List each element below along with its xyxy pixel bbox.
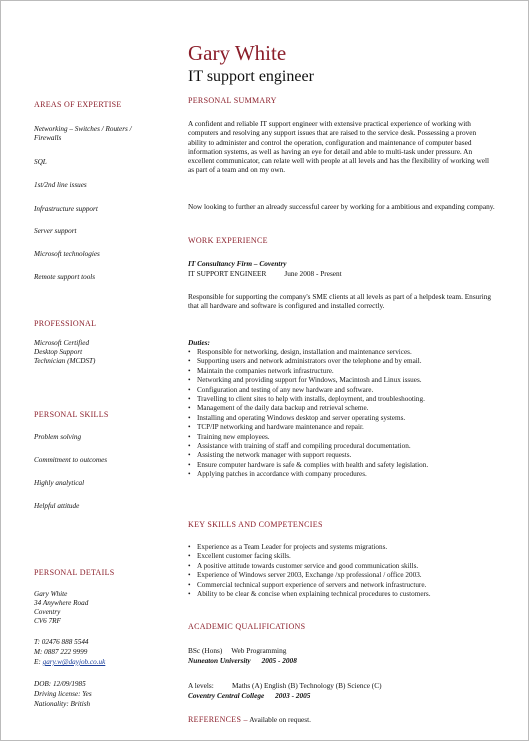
degree-line: BSc (Hons) Web Programming (188, 646, 287, 655)
professional-line: Technician (MCDST) (34, 357, 96, 365)
expertise-item-clipped: 1st/2nd line issues (34, 181, 87, 187)
key-skills-heading: KEY SKILLS AND COMPETENCIES (188, 520, 323, 529)
list-item: • Responsible for networking, design, installation and maintenance services. (188, 348, 508, 357)
skill-item: Helpful attitude (34, 502, 80, 510)
duties-list (188, 348, 508, 480)
expertise-item: Networking – Switches / Routers / Firewalls (34, 125, 132, 143)
phone-telephone: T: 02476 888 5544 (34, 638, 89, 646)
list-item: • Experience of Windows server 2003, Exchange /xp professional / office 2003. (188, 571, 508, 580)
skill-item: Problem solving (34, 433, 82, 441)
expertise-heading: AREAS OF EXPERTISE (34, 100, 122, 109)
summary-paragraph: Now looking to further an already successful career by working for a ambitious and expanding company. (188, 202, 495, 211)
role-line (188, 269, 508, 278)
list-item: • Experience as a Team Leader for projects and systems migrations. (188, 543, 508, 552)
references-text: Available on request. (247, 715, 311, 724)
education-heading: ACADEMIC QUALIFICATIONS (188, 622, 306, 631)
expertise-item: Microsoft technologies (34, 250, 100, 258)
nationality: Nationality: British (34, 700, 91, 708)
expertise-item: Remote support tools (34, 273, 96, 281)
list-item: • Travelling to client sites to help with installs, deployment, and troubleshooting. (188, 395, 508, 404)
professional-line: Microsoft Certified (34, 339, 90, 347)
email-label: E: (34, 658, 43, 666)
expertise-item: Server support (34, 227, 77, 235)
list-item: • Commercial technical support experience of servers and network infrastructure. (188, 581, 508, 590)
role-description: Responsible for supporting the company's SME clients at all levels as part of a helpdesk team. Ensuring that all hardware and software is configured and installed correctly. (188, 292, 492, 311)
email-row (34, 658, 174, 667)
phone-mobile: M: 0887 222 9999 (34, 648, 88, 656)
list-item: • Supporting users and network administrators over the telephone and by email. (188, 357, 508, 366)
list-item: • Installing and operating Windows desktop and server operating systems. (188, 414, 508, 423)
date-of-birth: DOB: 12/09/1985 (34, 680, 86, 688)
professional-heading: PROFESSIONAL (34, 319, 97, 328)
list-item: • Configuration and testing of any new hardware and software. (188, 386, 508, 395)
experience-heading: WORK EXPERIENCE (188, 236, 268, 245)
skills-heading: PERSONAL SKILLS (34, 410, 109, 419)
skill-item: Highly analytical (34, 479, 85, 487)
company-name: IT Consultancy Firm – Coventry (188, 259, 287, 268)
address-line: 34 Anywhere Road (34, 599, 89, 607)
summary-paragraph: A confident and reliable IT support engineer with extensive practical experience of working with computers and resolving any support issues that are raised to the service desk. Possessing a proven ability to administer and control the operation, configuration and maintenance of computer based information systems, as well as having an eye for detail and able to multi-task under pressure. An excellent communicator, can relate well with people at all levels and has the flexibility of working well as part of a team and on my own. (188, 119, 490, 175)
university-line: Nuneaton University 2005 - 2008 (188, 656, 297, 665)
address-line: CV6 7RF (34, 617, 61, 625)
expertise-item: Infrastructure support (34, 205, 98, 213)
job-title: IT support engineer (188, 68, 314, 85)
list-item: • Ensure computer hardware is safe & complies with health and safety legislation. (188, 461, 508, 470)
list-item: • Excellent customer facing skills. (188, 552, 508, 561)
role-title: IT SUPPORT ENGINEER (188, 269, 267, 278)
address-line: Gary White (34, 590, 68, 598)
address-line: Coventry (34, 608, 61, 616)
references-line (188, 715, 496, 724)
list-item: • Training new employees. (188, 433, 508, 442)
list-item: • Applying patches in accordance with company procedures. (188, 470, 508, 479)
role-dates: June 2008 - Present (284, 269, 342, 278)
key-skills-list (188, 543, 508, 599)
details-heading: PERSONAL DETAILS (34, 568, 115, 577)
college-line: Coventry Central College 2003 - 2005 (188, 691, 311, 700)
list-item: • Ability to be clear & concise when explaining technical procedures to customers. (188, 590, 508, 599)
summary-heading: PERSONAL SUMMARY (188, 96, 277, 105)
list-item: • A positive attitude towards customer service and good communication skills. (188, 562, 508, 571)
list-item: • Assistance with training of staff and compiling procedural documentation. (188, 442, 508, 451)
professional-line: Desktop Support (34, 348, 83, 356)
skill-item: Commitment to outcomes (34, 456, 108, 464)
list-item: • Maintain the companies network infrastructure. (188, 367, 508, 376)
driving-license: Driving license: Yes (34, 690, 92, 698)
list-item: • TCP/IP networking and hardware maintenance and repair. (188, 423, 508, 432)
list-item: • Networking and providing support for Windows, Macintosh and Linux issues. (188, 376, 508, 385)
list-item: • Management of the daily data backup and retrieval scheme. (188, 404, 508, 413)
email-link[interactable]: gary.w@dayjob.co.uk (42, 658, 106, 666)
candidate-name: Gary White (188, 41, 287, 65)
references-heading: REFERENCES – (188, 715, 248, 724)
duties-label: Duties: (188, 338, 210, 347)
alevels-line: A levels: Maths (A) English (B) Technology (B) Science (C) (188, 681, 382, 690)
expertise-item: SQL (34, 158, 47, 166)
list-item: • Assisting the network manager with support requests. (188, 451, 508, 460)
